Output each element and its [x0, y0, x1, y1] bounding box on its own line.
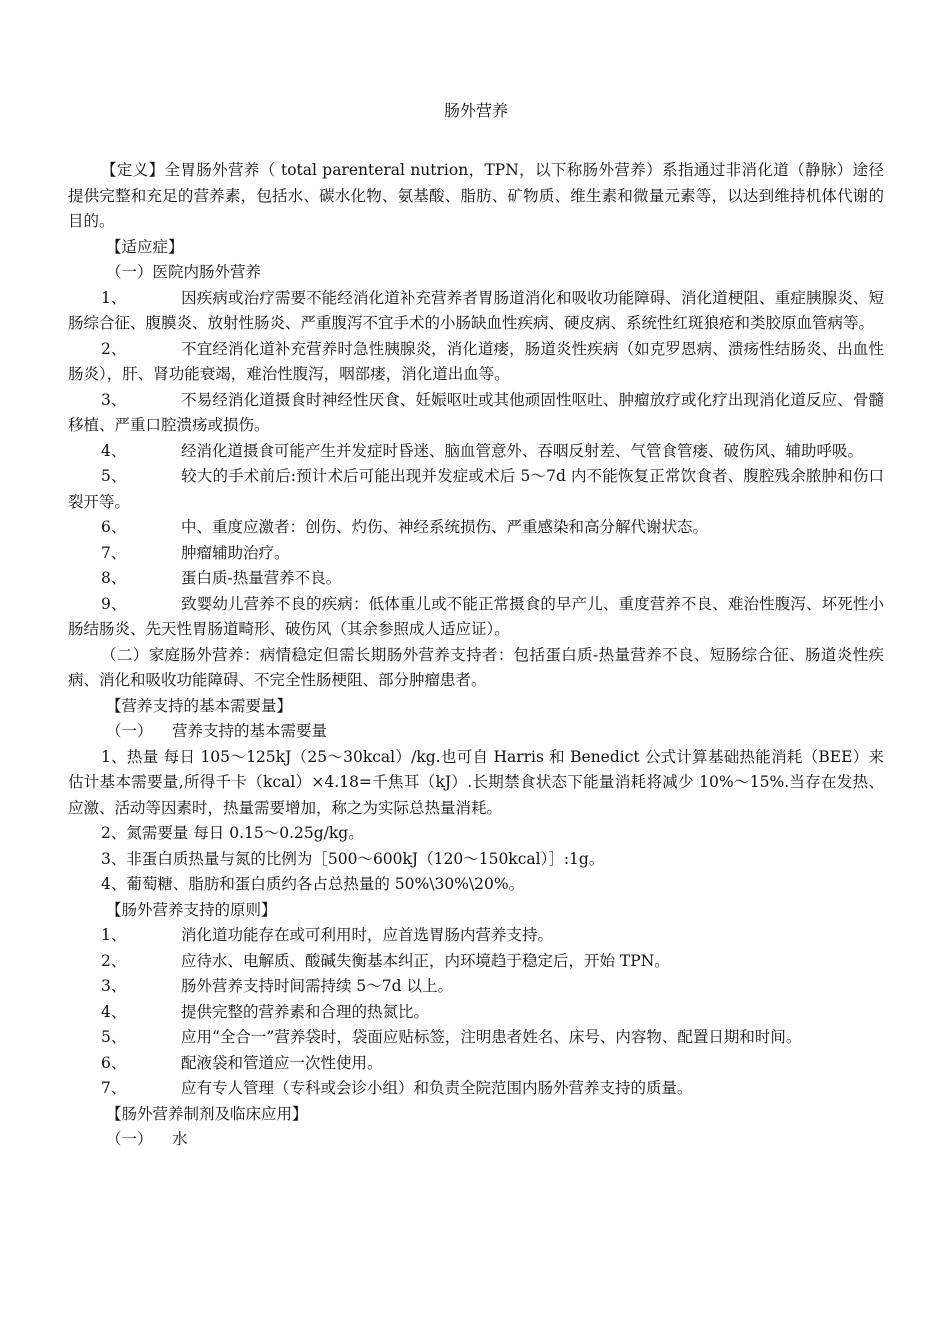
principle-item-6	[68, 1051, 884, 1077]
hospital-pn-heading: （一）医院内肠外营养	[106, 263, 262, 281]
indication-item-2	[68, 337, 884, 388]
item-text: 应有专人管理（专科或会诊小组）和负责全院范围内肠外营养支持的质量。	[181, 1079, 693, 1097]
item-text: 因疾病或治疗需要不能经消化道补充营养者胃肠道消化和吸收功能障碍、消化道梗阻、重症胰腺炎、短肠综合征、腹膜炎、放射性肠炎、严重腹泻不宜手术的小肠缺血性疾病、硬皮病、系统性红斑狼疮和类胶原血管病等。	[68, 288, 884, 332]
item-text: 不易经消化道摄食时神经性厌食、妊娠呕吐或其他顽固性呕吐、肿瘤放疗或化疗出现消化道反应、骨髓移植、严重口腔溃疡或损伤。	[68, 390, 884, 434]
item-text: 肠外营养支持时间需持续 5～7d 以上。	[181, 977, 454, 995]
principle-item-5	[68, 1025, 884, 1051]
item-number: 1、	[101, 288, 127, 307]
indications-heading: 【适应症】	[106, 237, 184, 256]
principle-item-2	[68, 949, 884, 975]
item-number: 5、	[101, 1028, 127, 1046]
item-number: 7、	[101, 543, 127, 562]
requirements-subheading	[68, 719, 884, 745]
sub-number: （一）	[106, 722, 153, 740]
sub-number: （一）	[106, 1130, 153, 1148]
requirements-heading: 【营养支持的基本需要量】	[106, 696, 293, 715]
item-number: 7、	[101, 1079, 127, 1097]
home-pn-paragraph: （二）家庭肠外营养：病情稳定但需长期肠外营养支持者：包括蛋白质-热量营养不良、短肠综合征、肠道炎性疾病、消化和吸收功能障碍、不完全性肠梗阻、部分肿瘤患者。	[68, 645, 884, 689]
requirement-item-4: 4、葡萄糖、脂肪和蛋白质约各占总热量的 50%\30%\20%。	[101, 875, 525, 893]
document-page	[68, 100, 884, 1153]
sub-label: 营养支持的基本需要量	[172, 722, 328, 740]
indication-item-1	[68, 286, 884, 337]
requirement-item-3: 3、非蛋白质热量与氮的比例为［500～600kJ（120～150kcal）］:1g。	[101, 849, 605, 868]
item-text: 消化道功能存在或可利用时，应首选胃肠内营养支持。	[181, 926, 554, 944]
item-number: 5、	[101, 467, 127, 485]
item-text: 经消化道摄食可能产生并发症时昏迷、脑血管意外、吞咽反射差、气管食管瘘、破伤风、辅助呼吸。	[181, 441, 864, 460]
item-number: 1、	[101, 926, 127, 944]
preparations-subheading	[68, 1127, 884, 1153]
sub-label: 水	[172, 1130, 188, 1148]
item-text: 肿瘤辅助治疗。	[181, 543, 290, 562]
indication-item-8	[68, 566, 884, 592]
item-number: 2、	[101, 951, 127, 970]
indication-item-7	[68, 541, 884, 567]
principle-item-4	[68, 1000, 884, 1026]
item-text: 不宜经消化道补充营养时急性胰腺炎，消化道瘘，肠道炎性疾病（如克罗恩病、溃疡性结肠炎、出血性肠炎），肝、肾功能衰竭，难治性腹泻，咽部瘘，消化道出血等。	[68, 339, 884, 383]
item-number: 6、	[101, 518, 127, 536]
indication-item-5	[68, 464, 884, 515]
preparations-heading: 【肠外营养制剂及临床应用】	[106, 1104, 308, 1123]
item-text: 中、重度应激者：创伤、灼伤、神经系统损伤、严重感染和高分解代谢状态。	[181, 518, 709, 536]
principle-item-3	[68, 974, 884, 1000]
requirement-item-2: 2、氮需要量 每日 0.15～0.25g/kg。	[101, 824, 364, 842]
principle-item-1	[68, 923, 884, 949]
requirement-item-1: 1、热量 每日 105～125kJ（25～30kcal）/kg.也可自 Harris 和 Benedict 公式计算基础热能消耗（BEE）来估计基本需要量,所得千卡（kcal）×4.18=千焦耳（kJ）.长期禁食状态下能量消耗将减少 10%～15%.当存在发热、应激、活动等因素时，热量需要增加，称之为实际总热量消耗。	[68, 747, 884, 817]
item-number: 4、	[101, 1002, 127, 1021]
principles-heading: 【肠外营养支持的原则】	[106, 900, 277, 919]
item-text: 应待水、电解质、酸碱失衡基本纠正，内环境趋于稳定后，开始 TPN。	[181, 951, 670, 970]
item-number: 3、	[101, 390, 127, 409]
item-text: 蛋白质-热量营养不良。	[181, 569, 342, 587]
indication-item-6	[68, 515, 884, 541]
item-number: 4、	[101, 441, 127, 460]
item-text: 配液袋和管道应一次性使用。	[181, 1053, 383, 1072]
item-number: 8、	[101, 569, 127, 587]
page-title: 肠外营养	[443, 101, 508, 120]
item-text: 致婴幼儿营养不良的疾病：低体重儿或不能正常摄食的早产儿、重度营养不良、难治性腹泻、坏死性小肠结肠炎、先天性胃肠道畸形、破伤风（其余参照成人适应证）。	[68, 594, 884, 638]
indication-item-4	[68, 439, 884, 465]
item-text: 提供完整的营养素和合理的热氮比。	[181, 1002, 430, 1021]
item-number: 3、	[101, 977, 127, 995]
indication-item-3	[68, 388, 884, 439]
item-text: 应用“全合一”营养袋时，袋面应贴标签，注明患者姓名、床号、内容物、配置日期和时间。	[181, 1028, 802, 1046]
item-number: 9、	[101, 594, 127, 613]
item-text: 较大的手术前后:预计术后可能出现并发症或术后 5～7d 内不能恢复正常饮食者、腹腔残余脓肿和伤口裂开等。	[68, 467, 884, 511]
item-number: 2、	[101, 339, 127, 358]
indication-item-9	[68, 592, 884, 643]
item-number: 6、	[101, 1053, 127, 1072]
principle-item-7	[68, 1076, 884, 1102]
definition-paragraph: 【定义】全胃肠外营养（ total parenteral nutrion，TPN，以下称肠外营养）系指通过非消化道（静脉）途径提供完整和充足的营养素，包括水、碳水化物、氨基酸、脂肪、矿物质、维生素和微量元素等，以达到维持机体代谢的目的。	[68, 161, 884, 230]
